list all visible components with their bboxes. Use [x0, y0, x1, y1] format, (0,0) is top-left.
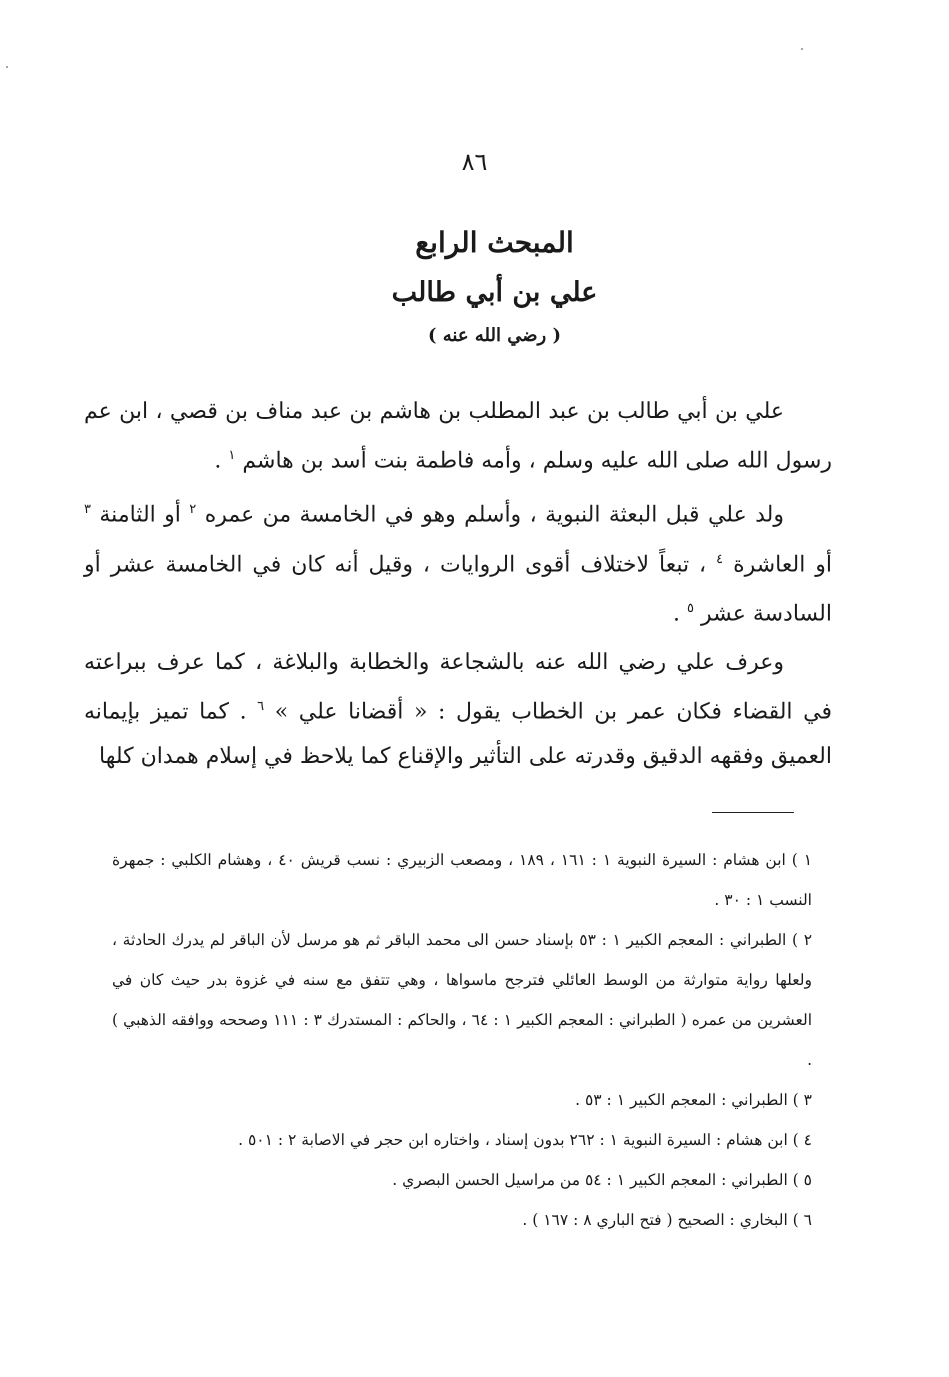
blessing-phrase: ( رضي الله عنه ) — [428, 325, 561, 346]
footnote-ref: ٦ — [257, 699, 265, 715]
paragraph-text: . — [672, 601, 687, 627]
paragraph-text: ولد علي قبل البعثة النبوية ، وأسلم وهو في الخامسة من عمره — [204, 502, 784, 528]
footnote-ref: ١ — [228, 448, 236, 463]
footnote-ref: ٥ — [686, 600, 694, 616]
scan-speck — [801, 48, 803, 50]
chapter-heading — [0, 218, 949, 354]
paragraph-text: ، تبعاً لاختلاف أقوى الروايات ، وقيل أنه كان في الخامسة عشر أو السادسة عشر — [84, 551, 832, 627]
footnote-separator — [712, 812, 794, 813]
footnote-item: ١ ) ابن هشام : السيرة النبوية ١ : ١٦١ ، ١٨٩ ، ومصعب الزبيري : نسب قريش ٤٠ ، وهشام الكلبي : جمهرة النسب ١ : ٣٠ . — [112, 851, 813, 909]
paragraph-lineage — [84, 390, 832, 483]
footnote-ref: ٣ — [84, 502, 91, 518]
footnote-item: ٢ ) الطبراني : المعجم الكبير ١ : ٥٣ بإسناد حسن الى محمد الباقر ثم هو مرسل لأن الباقر لم يدرك الحادثة ، ولعلها رواية متوارثة من الوسط العائلي فترجح ماسواها ، وهي تتفق مع سنه في غزوة بدر حيث كان في العشرين من عمره ( الطبراني : المعجم الكبير ١ : ٦٤ ، والحاكم : المستدرك ٣ : ١١١ وصححه ووافقه الذهبي ) . — [112, 931, 813, 1069]
section-title: المبحث الرابع — [415, 226, 574, 259]
main-text — [84, 390, 832, 784]
subject-name: علي بن أبي طالب — [391, 277, 598, 308]
paragraph-text: علي بن أبي طالب بن عبد المطلب بن هاشم بن عبد مناف بن قصي ، ابن عم رسول الله صلى الله عليه وسلم ، وأمه فاطمة بنت أسد بن هاشم — [84, 399, 832, 474]
footnotes — [112, 840, 812, 1240]
paragraph-text: . — [214, 448, 229, 474]
footnote-ref: ٤ — [716, 551, 724, 567]
paragraph-text: أو العاشرة — [733, 551, 833, 577]
paragraph-birth — [84, 488, 832, 636]
footnote-item: ٥ ) الطبراني : المعجم الكبير ١ : ٥٤ من مراسيل الحسن البصري . — [392, 1171, 812, 1189]
paragraph-text: أو الثامنة — [99, 502, 190, 528]
page-number: ٨٦ — [461, 148, 488, 176]
footnote-item: ٣ ) الطبراني : المعجم الكبير ١ : ٥٣ . — [575, 1091, 812, 1109]
scan-speck — [6, 66, 8, 68]
paragraph-text: وعرف علي رضي الله عنه بالشجاعة والخطابة والبلاغة ، كما عرف ببراعته في القضاء فكان عمر بن الخطاب يقول : « أقضانا علي » — [84, 650, 832, 725]
footnote-item: ٦ ) البخاري : الصحيح ( فتح الباري ٨ : ١٦٧ ) . — [522, 1211, 812, 1229]
paragraph-text: . كما تميز بإيمانه العميق وفقهه الدقيق وقدرته على التأثير والإقناع كما يلاحظ في إسلام همدان كلها — [84, 699, 832, 769]
footnote-item: ٤ ) ابن هشام : السيرة النبوية ١ : ٢٦٢ بدون إسناد ، واختاره ابن حجر في الاصابة ٢ : ٥٠١ . — [238, 1131, 812, 1149]
paragraph-qualities — [84, 641, 832, 778]
footnote-ref: ٢ — [189, 502, 197, 518]
